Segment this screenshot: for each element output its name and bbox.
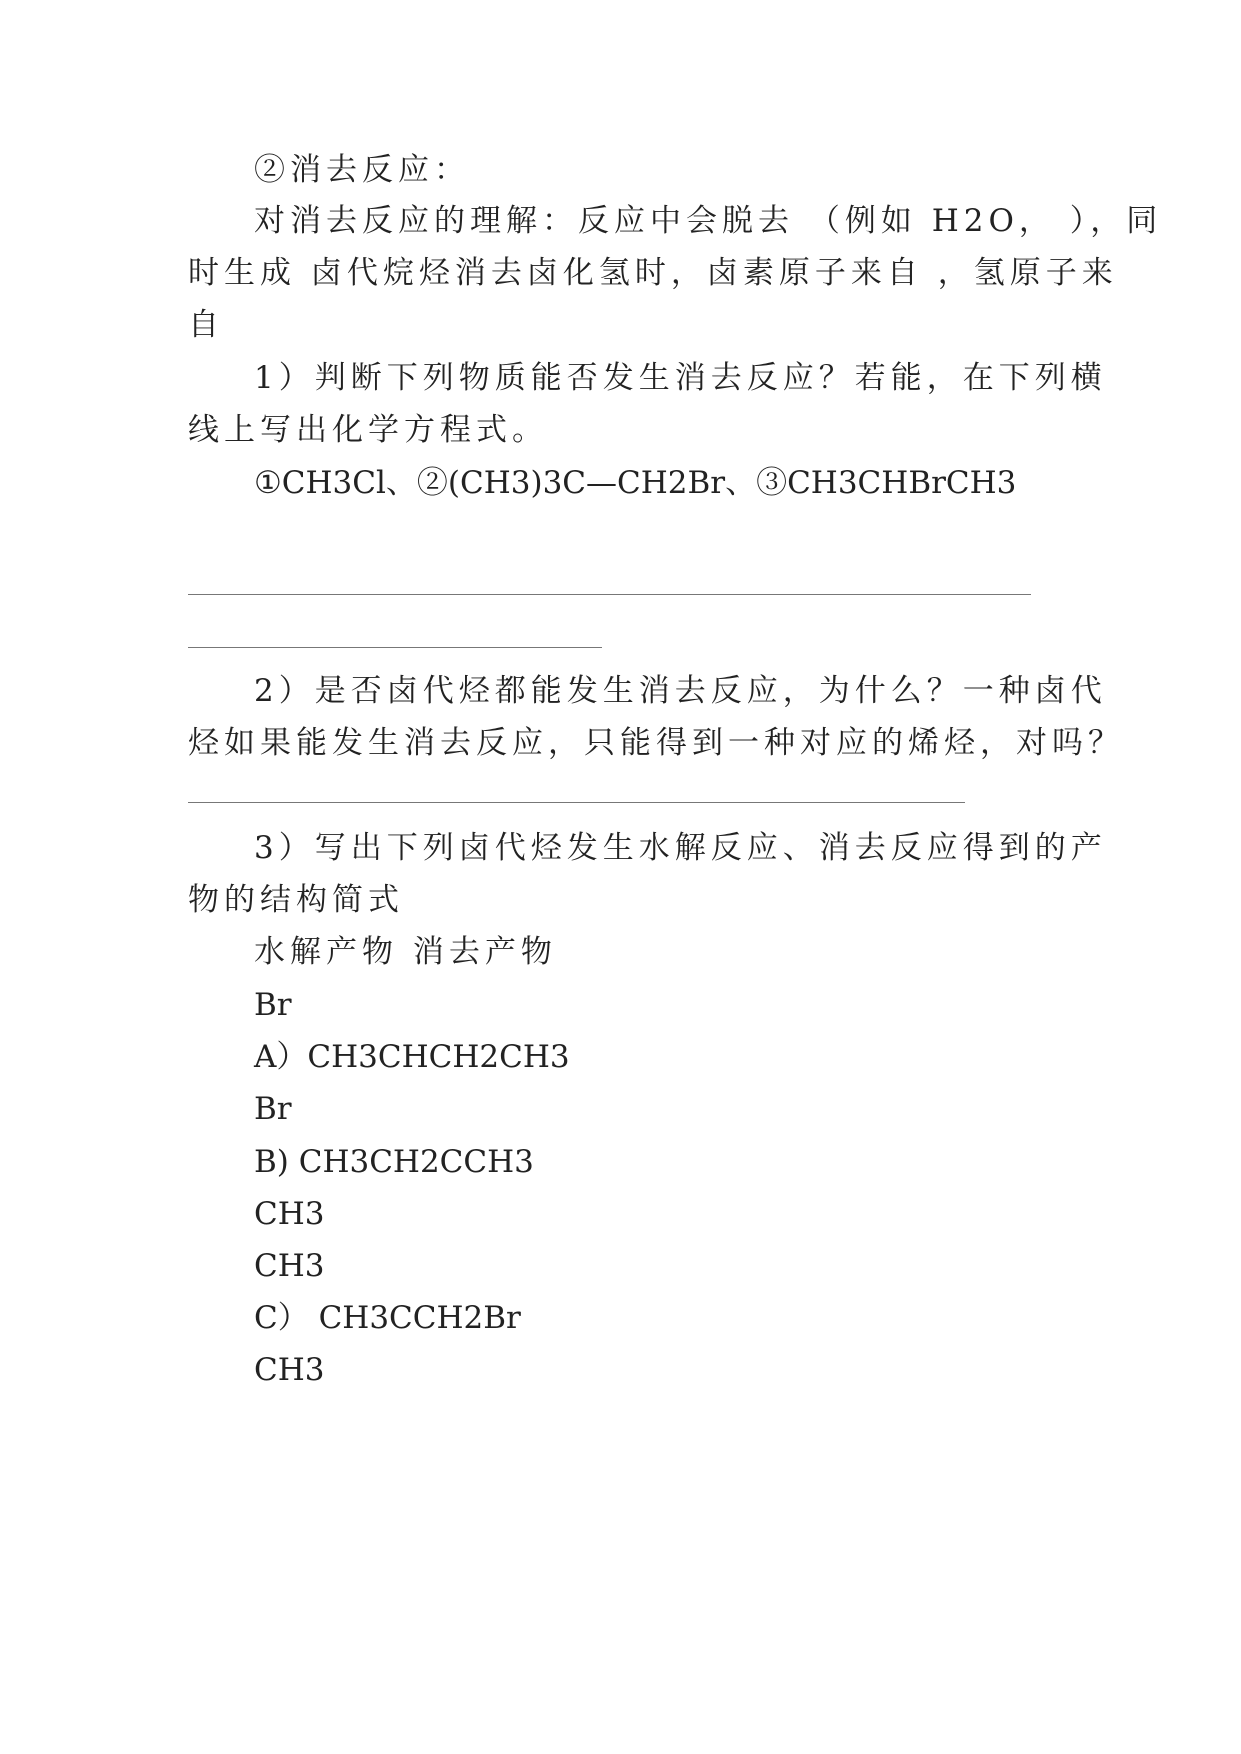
formula-line-4: B) CH3CH2CCH3 <box>254 1144 534 1180</box>
answer-blank-line-2 <box>188 647 602 648</box>
question-1-line-1: 1）判断下列物质能否发生消去反应？若能，在下列横 <box>254 360 1107 396</box>
answer-blank-line-3 <box>188 802 965 803</box>
section-heading: ②消去反应： <box>254 152 470 188</box>
question-3-line-1: 3）写出下列卤代烃发生水解反应、消去反应得到的产 <box>254 830 1107 866</box>
understanding-line-1: 对消去反应的理解：反应中会脱去 （例如 H2O， ），同 <box>254 203 1163 239</box>
formula-line-7: C） CH3CCH2Br <box>254 1300 521 1336</box>
understanding-line-2: 时生成 卤代烷烃消去卤化氢时，卤素原子来自 ，氢原子来 <box>188 255 1118 291</box>
formula-line-1: Br <box>254 987 292 1023</box>
formula-line-8: CH3 <box>254 1352 325 1388</box>
formula-line-6: CH3 <box>254 1248 325 1284</box>
question-3-column-headers: 水解产物 消去产物 <box>254 934 557 970</box>
question-2-line-2: 烃如果能发生消去反应，只能得到一种对应的烯烃，对吗？ <box>188 725 1124 761</box>
question-3-line-2: 物的结构简式 <box>188 882 404 918</box>
answer-blank-line-1 <box>188 594 1031 595</box>
formula-line-3: Br <box>254 1091 292 1127</box>
formula-line-5: CH3 <box>254 1196 325 1232</box>
question-1-line-2: 线上写出化学方程式。 <box>188 412 548 448</box>
question-1-substances: ①CH3Cl、②(CH3)3C—CH2Br、③CH3CHBrCH3 <box>254 465 1017 501</box>
understanding-line-3: 自 <box>188 307 224 343</box>
question-2-line-1: 2）是否卤代烃都能发生消去反应，为什么？一种卤代 <box>254 673 1107 709</box>
formula-line-2: A）CH3CHCH2CH3 <box>254 1039 570 1075</box>
